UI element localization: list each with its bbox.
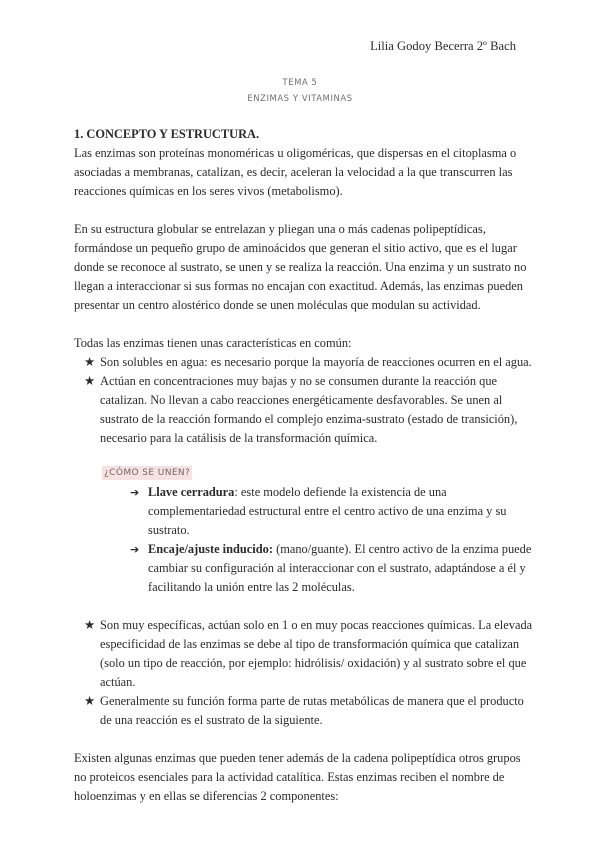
list-item: ➔ Encaje/ajuste inducido: (mano/guante). El centro activo de la enzima puede cambiar su configuración al interaccionar con el sustrato, adaptándose a él y facilitando la unión entre las 2 moléculas. <box>130 542 532 594</box>
document-body <box>74 125 534 806</box>
binding-models-title: ¿CÓMO SE UNEN? <box>104 468 191 478</box>
model-term: Llave cerradura <box>148 485 235 499</box>
paragraph-holoenzymes: Existen algunas enzimas que pueden tener además de la cadena polipeptídica otros grupos no proteicos esenciales para la actividad catalítica. Estas enzimas reciben el nombre de holoenzimas y en ellas se diferencias 2 componentes: <box>74 751 521 803</box>
list-item: ★ Generalmente su función forma parte de rutas metabólicas de manera que el producto de una reacción es el sustrato de la siguiente. <box>84 694 524 727</box>
arrow-bullet-icon: ➔ <box>130 486 140 499</box>
binding-models-box <box>102 462 534 597</box>
list-item: ★ Son muy específicas, actúan solo en 1 o en muy pocas reacciones químicas. La elevada especificidad de las enzimas se debe al tipo de transformación química que catalizan (solo un tipo de reacción, por ejemplo: hidrólisis/ oxidación) y al sustrato sobre el que actúan. <box>84 618 533 689</box>
binding-models-list <box>102 483 534 597</box>
topic-subtitle: ENZIMAS Y VITAMINAS <box>247 93 353 103</box>
author-name: Lilia Godoy Becerra 2º Bach <box>370 39 516 53</box>
star-bullet-icon: ★ <box>84 355 96 369</box>
arrow-bullet-icon: ➔ <box>130 543 140 556</box>
paragraph-definition: Las enzimas son proteínas monoméricas u oligoméricas, que dispersas en el citoplasma o asociadas a membranas, catalizan, es decir, aceleran la velocidad a la que transcurren las reacciones químicas en los seres vivos (metabolismo). <box>74 146 517 198</box>
list-item: ★ Son solubles en agua: es necesario porque la mayoría de reacciones ocurren en el agua. <box>76 353 534 372</box>
topic-title: TEMA 5 <box>282 77 318 87</box>
star-bullet-icon: ★ <box>84 618 96 632</box>
model-term: Encaje/ajuste inducido <box>148 542 269 556</box>
list-item: ➔ Llave cerradura: este modelo defiende la existencia de una complementariedad estructural entre el centro activo de una enzima y su sustrato. <box>130 485 507 537</box>
section-heading: 1. CONCEPTO Y ESTRUCTURA. <box>74 127 260 141</box>
list-item: ★ Actúan en concentraciones muy bajas y no se consumen durante la reacción que catalizan. No llevan a cabo reacciones energéticamente desfavorables. Se unen al sustrato de la reacción formando el complejo enzima-sustrato (estado de transición), necesario para la catálisis de la transformación química. <box>84 374 518 445</box>
characteristics-list-continued <box>74 616 534 730</box>
document-titles <box>0 74 600 106</box>
star-bullet-icon: ★ <box>84 694 96 708</box>
characteristics-list <box>74 353 534 448</box>
paragraph-structure: En su estructura globular se entrelazan y pliegan una o más cadenas polipeptídicas, formándose un pequeño grupo de aminoácidos que generan el sitio activo, que es el lugar donde se reconoce al sustrato, se unen y se realiza la reacción. Una enzima y un sustrato no llegan a interaccionar si sus formas no encajan con exactitud. Además, las enzimas pueden presentar un centro alostérico donde se unen moléculas que modulan su actividad. <box>74 222 527 312</box>
paragraph-characteristics-intro: Todas las enzimas tienen unas características en común: <box>74 336 352 350</box>
star-bullet-icon: ★ <box>84 374 96 388</box>
